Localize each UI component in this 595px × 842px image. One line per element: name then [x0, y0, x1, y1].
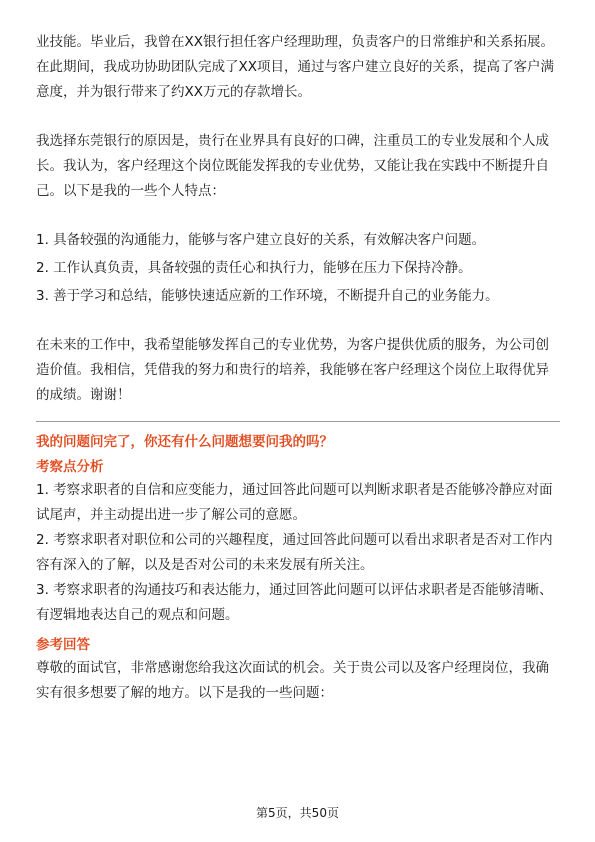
analysis-list	[36, 478, 560, 628]
list-item: 2. 工作认真负责，具备较强的责任心和执行力，能够在压力下保持冷静。	[36, 260, 472, 276]
analysis-title: 考察点分析	[36, 459, 104, 475]
list-item: 3. 善于学习和总结，能够快速适应新的工作环境，不断提升自己的业务能力。	[36, 288, 499, 304]
section-divider	[36, 421, 560, 422]
question-heading: 我的问题问完了，你还有什么问题想要问我的吗？	[36, 434, 333, 450]
page-content	[36, 30, 560, 706]
body-paragraph-2: 我选择东莞银行的原因是，贵行在业界具有良好的口碑，注重员工的专业发展和个人成长。我认为，客户经理这个岗位既能发挥我的专业优势，又能让我在实践中不断提升自己。以下是我的一些个人特点：	[36, 133, 549, 199]
body-paragraph-1: 业技能。毕业后，我曾在XX银行担任客户经理助理，负责客户的日常维护和关系拓展。在此期间，我成功协助团队完成了XX项目，通过与客户建立良好的关系，提高了客户满意度，并为银行带来了约XX万元的存款增长。	[36, 34, 554, 100]
page-number: 第5页，共50页	[256, 806, 339, 820]
list-item: 1. 考察求职者的自信和应变能力，通过回答此问题可以判断求职者是否能够冷静应对面试尾声，并主动提出进一步了解公司的意愿。	[36, 482, 553, 523]
list-item: 2. 考察求职者对职位和公司的兴趣程度，通过回答此问题可以看出求职者是否对工作内容有深入的了解，以及是否对公司的未来发展有所关注。	[36, 532, 553, 573]
traits-list	[36, 228, 560, 309]
body-paragraph-3: 在未来的工作中，我希望能够发挥自己的专业优势，为客户提供优质的服务，为公司创造价值。我相信，凭借我的努力和贵行的培养，我能够在客户经理这个岗位上取得优异的成绩。谢谢！	[36, 337, 549, 403]
list-item: 1. 具备较强的沟通能力，能够与客户建立良好的关系，有效解决客户问题。	[36, 232, 486, 248]
reference-title: 参考回答	[36, 637, 90, 653]
list-item: 3. 考察求职者的沟通技巧和表达能力，通过回答此问题可以评估求职者是否能够清晰、有逻辑地表达自己的观点和问题。	[36, 582, 553, 623]
reference-answer: 尊敬的面试官，非常感谢您给我这次面试的机会。关于贵公司以及客户经理岗位，我确实有很多想要了解的地方。以下是我的一些问题：	[36, 660, 549, 701]
